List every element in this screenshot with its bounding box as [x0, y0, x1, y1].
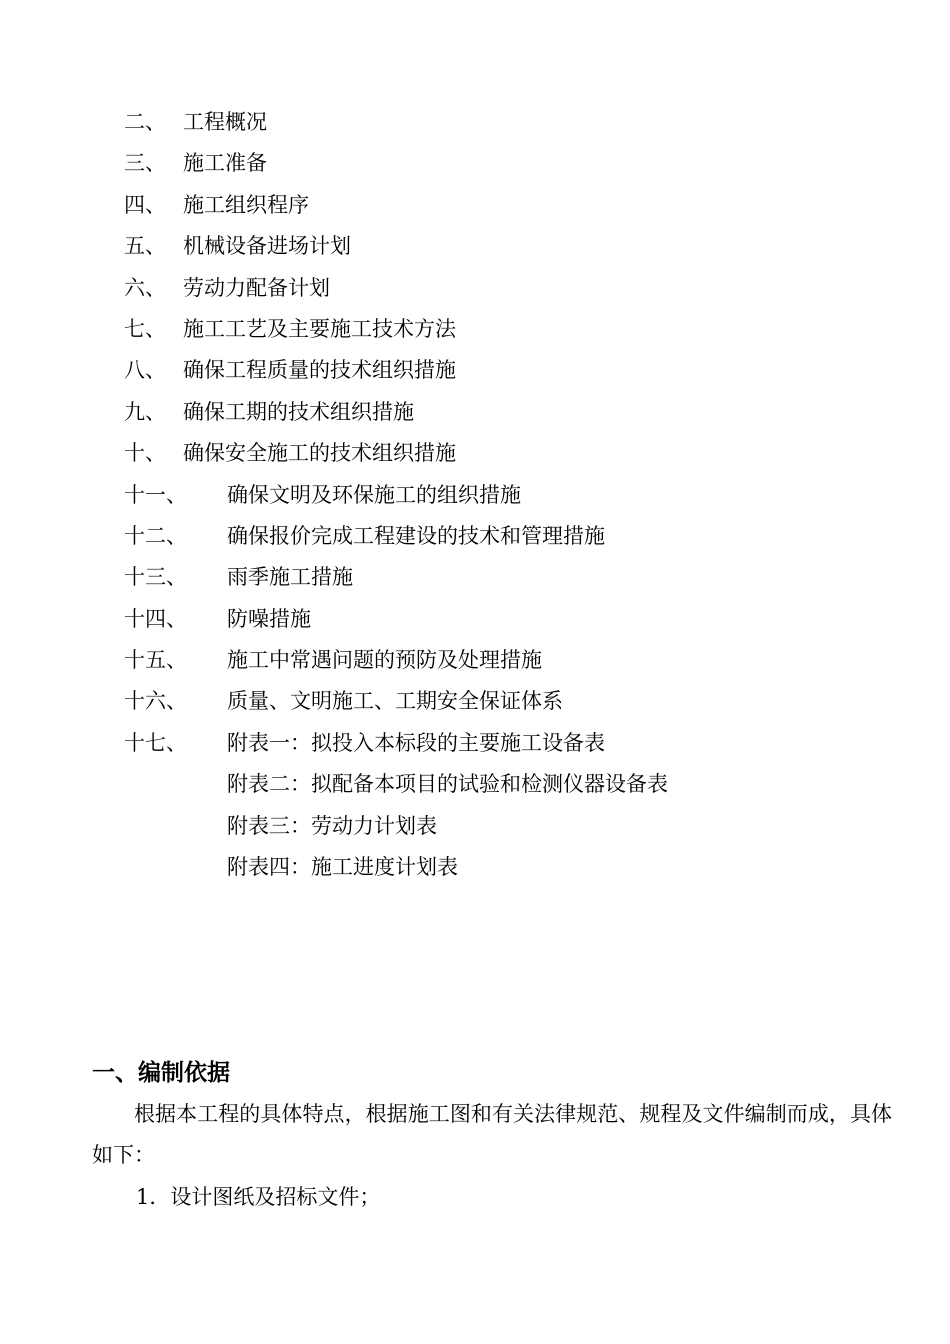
toc-item-title: 雨季施工措施	[227, 565, 353, 590]
section-heading: 一、编制依据	[92, 1060, 230, 1086]
toc-item-title: 确保安全施工的技术组织措施	[183, 441, 456, 466]
toc-item	[124, 270, 884, 311]
list-item: 1．设计图纸及招标文件；	[136, 1185, 381, 1209]
toc-item-title: 施工准备	[183, 151, 267, 176]
section-compilation-basis	[92, 1052, 892, 1218]
toc-item-number: 十五、	[124, 648, 187, 673]
toc-item-title: 附表二：拟配备本项目的试验和检测仪器设备表	[227, 772, 668, 797]
toc-item-title: 附表三：劳动力计划表	[227, 813, 437, 838]
toc-item	[124, 559, 884, 600]
toc-item-number: 七、	[124, 316, 166, 341]
toc-item-number: 十六、	[124, 689, 187, 714]
toc-item	[124, 849, 884, 890]
toc-item-number: 十一、	[124, 482, 187, 507]
toc-item-title: 确保文明及环保施工的组织措施	[227, 482, 521, 507]
toc-item	[124, 435, 884, 476]
toc-item-title: 附表一：拟投入本标段的主要施工设备表	[227, 730, 605, 755]
toc-item	[124, 518, 884, 559]
toc-item-title: 附表四：施工进度计划表	[227, 855, 458, 880]
toc-item-title: 防噪措施	[227, 606, 311, 631]
toc-item-number: 四、	[124, 192, 166, 217]
toc-item-title: 确保工程质量的技术组织措施	[183, 358, 456, 383]
toc-item	[124, 228, 884, 269]
toc-item	[124, 145, 884, 186]
toc-item	[124, 394, 884, 435]
toc-item-number: 十二、	[124, 523, 187, 548]
toc-item-title: 劳动力配备计划	[183, 275, 330, 300]
toc-item	[124, 642, 884, 683]
toc-item-number: 十、	[124, 441, 166, 466]
section-paragraph: 根据本工程的具体特点，根据施工图和有关法律规范、规程及文件编制而成，具体如下：	[92, 1102, 892, 1167]
toc-item-number: 十三、	[124, 565, 187, 590]
toc-item-title: 质量、文明施工、工期安全保证体系	[227, 689, 563, 714]
toc-item-title: 施工中常遇问题的预防及处理措施	[227, 648, 542, 673]
toc-item-number: 五、	[124, 234, 166, 259]
toc-item-number: 二、	[124, 110, 166, 134]
toc-item	[124, 477, 884, 518]
toc-item	[124, 808, 884, 849]
toc-item-number: 三、	[124, 151, 166, 176]
toc-item	[124, 352, 884, 393]
toc-item	[124, 104, 884, 145]
toc-item-title: 工程概况	[183, 110, 267, 134]
toc-item-number: 六、	[124, 275, 166, 300]
table-of-contents	[124, 104, 884, 890]
toc-item-title: 确保工期的技术组织措施	[183, 399, 414, 424]
toc-item	[124, 311, 884, 352]
toc-item	[124, 766, 884, 807]
toc-item-title: 施工工艺及主要施工技术方法	[183, 316, 456, 341]
toc-item	[124, 187, 884, 228]
toc-item-title: 施工组织程序	[183, 192, 309, 217]
toc-item-number: 十七、	[124, 730, 187, 755]
toc-item-number: 八、	[124, 358, 166, 383]
toc-item-title: 机械设备进场计划	[183, 234, 351, 259]
toc-item	[124, 601, 884, 642]
toc-item-number: 十四、	[124, 606, 187, 631]
toc-item	[124, 683, 884, 724]
toc-item-title: 确保报价完成工程建设的技术和管理措施	[227, 523, 605, 548]
toc-item-number: 九、	[124, 399, 166, 424]
toc-item	[124, 725, 884, 766]
